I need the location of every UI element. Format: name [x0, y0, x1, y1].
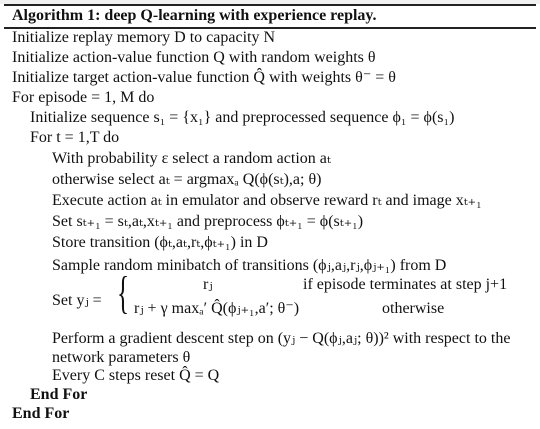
line-for-t: For t = 1,T do [30, 129, 120, 146]
line-sample: Sample random minibatch of transitions (ϕⱼ,aⱼ,rⱼ,ϕⱼ₊₁) from D [52, 257, 447, 274]
line-store: Store transition (ϕₜ,aₜ,rₜ,ϕₜ₊₁) in D [52, 234, 268, 251]
line-end-for-outer: End For [12, 405, 70, 422]
case1-value: rⱼ [203, 276, 213, 293]
cases-brace: { [117, 267, 130, 318]
line-init-target-q: Initialize target action-value function Q̂ with weights θ⁻ = θ [12, 69, 396, 86]
line-epsilon: With probability ε select a random action aₜ [52, 150, 331, 167]
case1-condition: if episode terminates at step j+1 [303, 276, 508, 293]
case2-condition: otherwise [382, 300, 445, 317]
line-set-s: Set sₜ₊₁ = sₜ,aₜ,xₜ₊₁ and preprocess ϕₜ₊₁ = ϕ(sₜ₊₁) [52, 213, 364, 230]
line-reset: Every C steps reset Q̂ = Q [52, 367, 220, 384]
algorithm-title: Algorithm 1: deep Q-learning with experience replay. [12, 7, 377, 24]
line-gradient: Perform a gradient descent step on (yⱼ − Q(ϕⱼ,aⱼ; θ))² with respect to the [52, 330, 511, 347]
line-init-q: Initialize action-value function Q with random weights θ [12, 49, 376, 66]
case2-value: rⱼ + γ maxₐ′ Q̂(ϕⱼ₊₁,a′; θ⁻) [134, 300, 300, 317]
line-network-params: network parameters θ [52, 349, 191, 366]
line-for-episode: For episode = 1, M do [12, 89, 155, 106]
line-execute: Execute action aₜ in emulator and observe reward rₜ and image xₜ₊₁ [52, 192, 482, 209]
line-end-for-inner: End For [30, 386, 88, 403]
line-argmax: otherwise select aₜ = argmaxₐ Q(ϕ(sₜ),a; θ) [52, 171, 322, 188]
line-init-memory: Initialize replay memory D to capacity N [12, 29, 276, 46]
line-init-sequence: Initialize sequence s₁ = {x₁} and preprocessed sequence ϕ₁ = ϕ(s₁) [30, 109, 455, 126]
yj-label: Set yⱼ = [52, 292, 102, 309]
